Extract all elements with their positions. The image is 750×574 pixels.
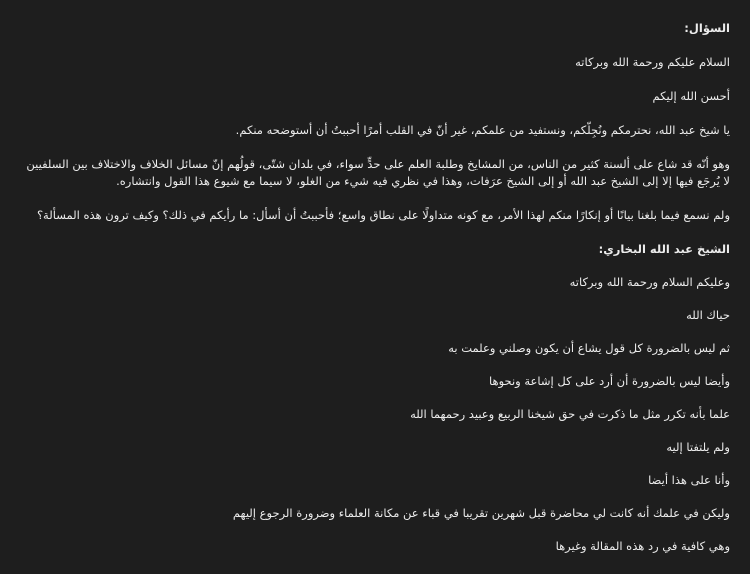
answer-paragraph: وهي كافية في رد هذه المقالة وغيرها [555,539,730,553]
answer-paragraph: حياك الله [686,308,730,322]
question-paragraph: أحسن الله إليكم [652,89,730,103]
question-paragraph: ولم نسمع فيما بلغنا بيانًا أو إنكارًا منكم لهذا الأمر، مع كونه متداولًا على نطاق واسع؛ فأحببتُ أن أسأل: ما رأيكم في ذلك؟ وكيف ترون هذه المسألة؟ [36,208,730,222]
answer-paragraph: وأنا على هذا أيضا [648,473,730,487]
question-paragraph: يا شيخ عبد الله، نحترمكم ونُجِلّكم، ونستفيد من علمكم، غير أنّ في القلب أمرًا أحببتُ أن أستوضحه منكم. [235,123,730,137]
answer-paragraph: وعليكم السلام ورحمة الله وبركاته [569,275,730,289]
answer-paragraph: ولم يلتفتا إليه [666,440,730,454]
answer-heading: الشيخ عبد الله البخاري: [598,242,730,256]
answer-section [20,241,730,555]
question-paragraph: السلام عليكم ورحمة الله وبركاته [575,55,730,69]
answer-paragraph: علما بأنه تكرر مثل ما ذكرت في حق شيخنا الربيع وعبيد رحمهما الله [410,407,730,421]
question-section [20,20,730,224]
answer-paragraph: وليكن في علمك أنه كانت لي محاضرة قبل شهرين تقريبا في قباء عن مكانة العلماء وضرورة الرجوع إليهم [232,506,730,520]
answer-paragraph: ثم ليس بالضرورة كل قول يشاع أن يكون وصلني وعلمت به [448,341,730,355]
question-heading: السؤال: [684,21,730,35]
question-paragraph: وهو أنّه قد شاع على ألسنة كثير من الناس، من المشايخ وطلبة العلم على حدٍّ سواء، في بلدان شتّى، قولُهم إنّ مسائل الخلاف والاختلاف بين السلفيين لا يُرجَع فيها إلا إلى الشيخ عبد الله أو إلى الشيخ عرَفات، وهذا في نظري فيه شيء من الغلو، لا سيما مع شيوع هذا القول وانتشاره. [26,157,730,188]
answer-paragraph: وأيضا ليس بالضرورة أن أرد على كل إشاعة ونحوها [489,374,730,388]
